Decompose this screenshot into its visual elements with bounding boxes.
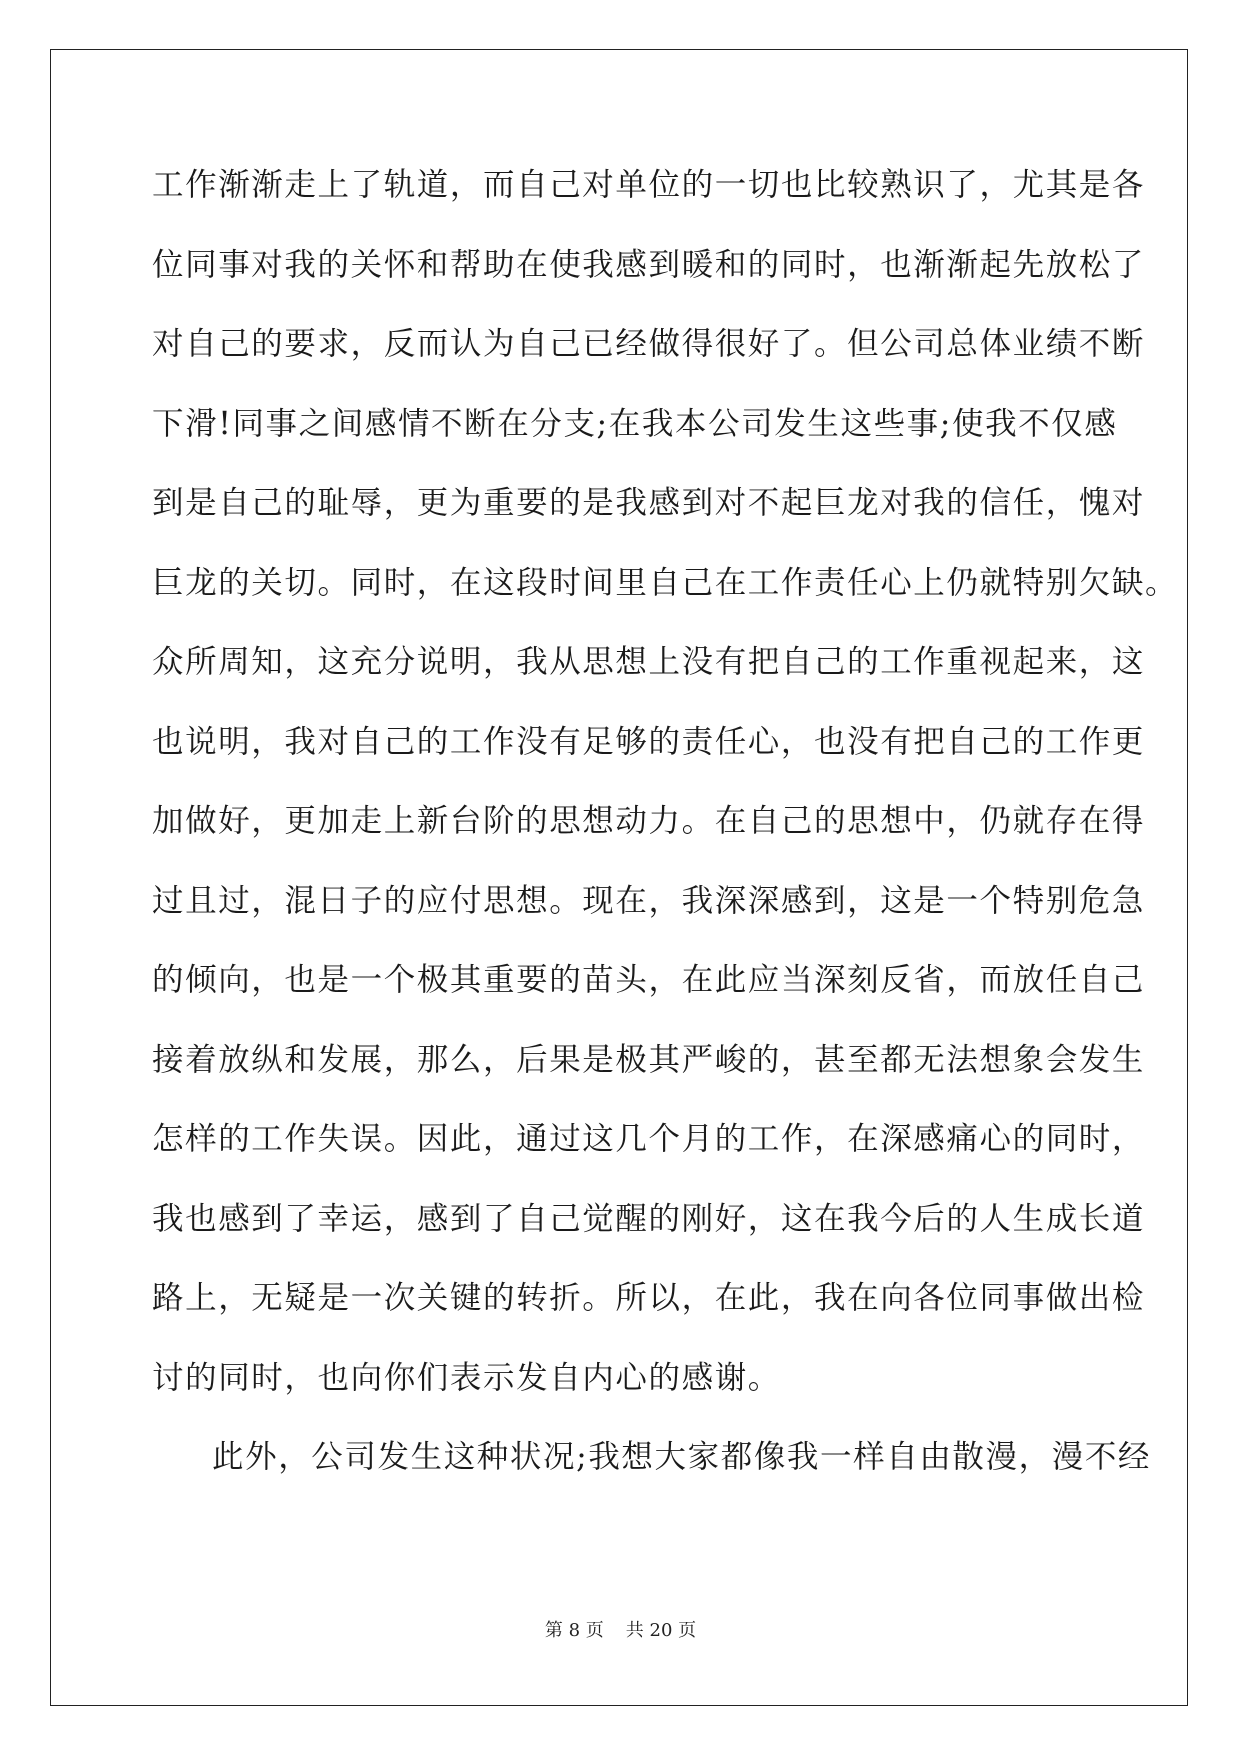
text-line: 位同事对我的关怀和帮助在使我感到暖和的同时，也渐渐起先放松了: [152, 246, 1146, 283]
text-line: 我也感到了幸运，感到了自己觉醒的刚好，这在我今后的人生成长道: [152, 1200, 1146, 1237]
text-line: 巨龙的关切。同时，在这段时间里自己在工作责任心上仍就特别欠缺。: [152, 564, 1179, 601]
page-number: 第 8 页: [544, 1620, 604, 1641]
paragraph-start-line: 此外，公司发生这种状况;我想大家都像我一样自由散漫，漫不经: [212, 1439, 1152, 1475]
text-line: 下滑!同事之间感情不断在分支;在我本公司发生这些事;使我不仅感: [152, 405, 1118, 442]
text-line: 加做好，更加走上新台阶的思想动力。在自己的思想中，仍就存在得: [152, 803, 1146, 839]
text-line: 到是自己的耻辱，更为重要的是我感到对不起巨龙对我的信任，愧对: [152, 485, 1146, 521]
text-line: 路上，无疑是一次关键的转折。所以，在此，我在向各位同事做出检: [152, 1280, 1146, 1316]
text-line: 众所周知，这充分说明，我从思想上没有把自己的工作重视起来，这: [152, 644, 1146, 680]
text-line: 过且过，混日子的应付思想。现在，我深深感到，这是一个特别危急: [152, 882, 1146, 919]
text-line: 工作渐渐走上了轨道，而自己对单位的一切也比较熟识了，尤其是各: [152, 167, 1146, 203]
page-total: 共 20 页: [625, 1620, 697, 1641]
text-line: 对自己的要求，反而认为自己已经做得很好了。但公司总体业绩不断: [152, 326, 1146, 362]
page-footer: [0, 1616, 1241, 1642]
text-line: 也说明，我对自己的工作没有足够的责任心，也没有把自己的工作更: [152, 723, 1146, 760]
text-line: 的倾向，也是一个极其重要的苗头，在此应当深刻反省，而放任自己: [152, 962, 1146, 998]
text-line: 怎样的工作失误。因此，通过这几个月的工作，在深感痛心的同时，: [152, 1121, 1146, 1157]
document-body: [152, 160, 1179, 1512]
text-line: 讨的同时，也向你们表示发自内心的感谢。: [152, 1359, 781, 1396]
text-line: 接着放纵和发展，那么，后果是极其严峻的，甚至都无法想象会发生: [152, 1041, 1146, 1078]
